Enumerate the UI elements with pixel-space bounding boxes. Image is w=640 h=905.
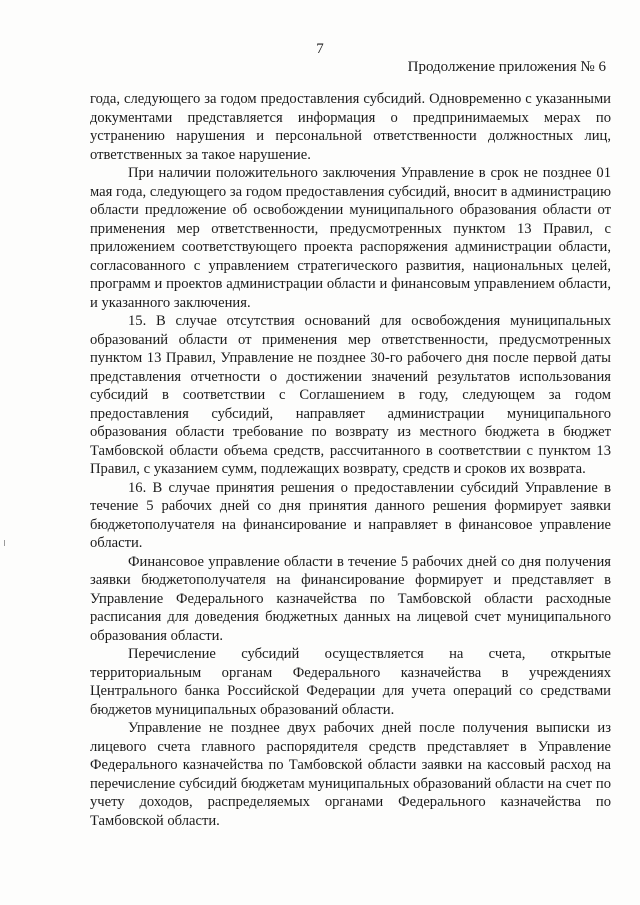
paragraph-6: Перечисление субсидий осуществляется на счета, открытые территориальным органам Федерального казначейства в учреждениях Центрального банка Российской Федерации для учета операций со средствами бюджетов муниципальных образований области.	[90, 646, 611, 718]
body-text	[90, 90, 611, 830]
paragraph-4: 16. В случае принятия решения о предоставлении субсидий Управление в течение 5 рабочих дней со дня принятия данного решения формирует заявки бюджетополучателя на финансирование и направляет в финансовое управление области.	[90, 479, 611, 551]
scan-artifact	[4, 540, 5, 546]
paragraph-2: При наличии положительного заключения Управление в срок не позднее 01 мая года, следующего за годом предоставления субсидий, вносит в администрацию области предложение об освобождении муниципального образования области от применения мер ответственности, предусмотренных пунктом 13 Правил, с приложением соответствующего проекта распоряжения администрации области, согласованного с управлением стратегического развития, национальных целей, программ и проектов администрации области и финансовым управлением области, и указанного заключения.	[90, 165, 611, 311]
paragraph-7: Управление не позднее двух рабочих дней после получения выписки из лицевого счета главного распорядителя средств представляет в Управление Федерального казначейства по Тамбовской области заявки на кассовый расход на перечисление субсидий бюджетам муниципальных образований области на счет по учету доходов, распределяемых органами Федерального казначейства по Тамбовской области.	[90, 720, 611, 829]
page-number: 7	[316, 41, 324, 57]
paragraph-1: года, следующего за годом предоставления субсидий. Одновременно с указанными документами представляется информация о предпринимаемых мерах по устранению нарушения и персональной ответственности должностных лиц, ответственных за такое нарушение.	[90, 91, 611, 163]
paragraph-5: Финансовое управление области в течение 5 рабочих дней со дня получения заявки бюджетополучателя на финансирование формирует и представляет в Управление Федерального казначейства по Тамбовской области расходные расписания для доведения бюджетных данных на лицевой счет муниципального образования области.	[90, 553, 611, 644]
paragraph-3: 15. В случае отсутствия оснований для освобождения муниципальных образований области от применения мер ответственности, предусмотренных пунктом 13 Правил, Управление не позднее 30-го рабочего дня после первой даты представления отчетности о достижении значений результатов использования субсидий в соответствии с Соглашением в году, следующем за годом предоставления субсидий, направляет администрации муниципального образования области требование по возврату из местного бюджета в бюджет Тамбовской области объема средств, рассчитанного в соответствии с пунктом 13 Правил, с указанием сумм, подлежащих возврату, средств и сроков их возврата.	[90, 313, 611, 477]
continuation-label: Продолжение приложения № 6	[407, 59, 606, 75]
